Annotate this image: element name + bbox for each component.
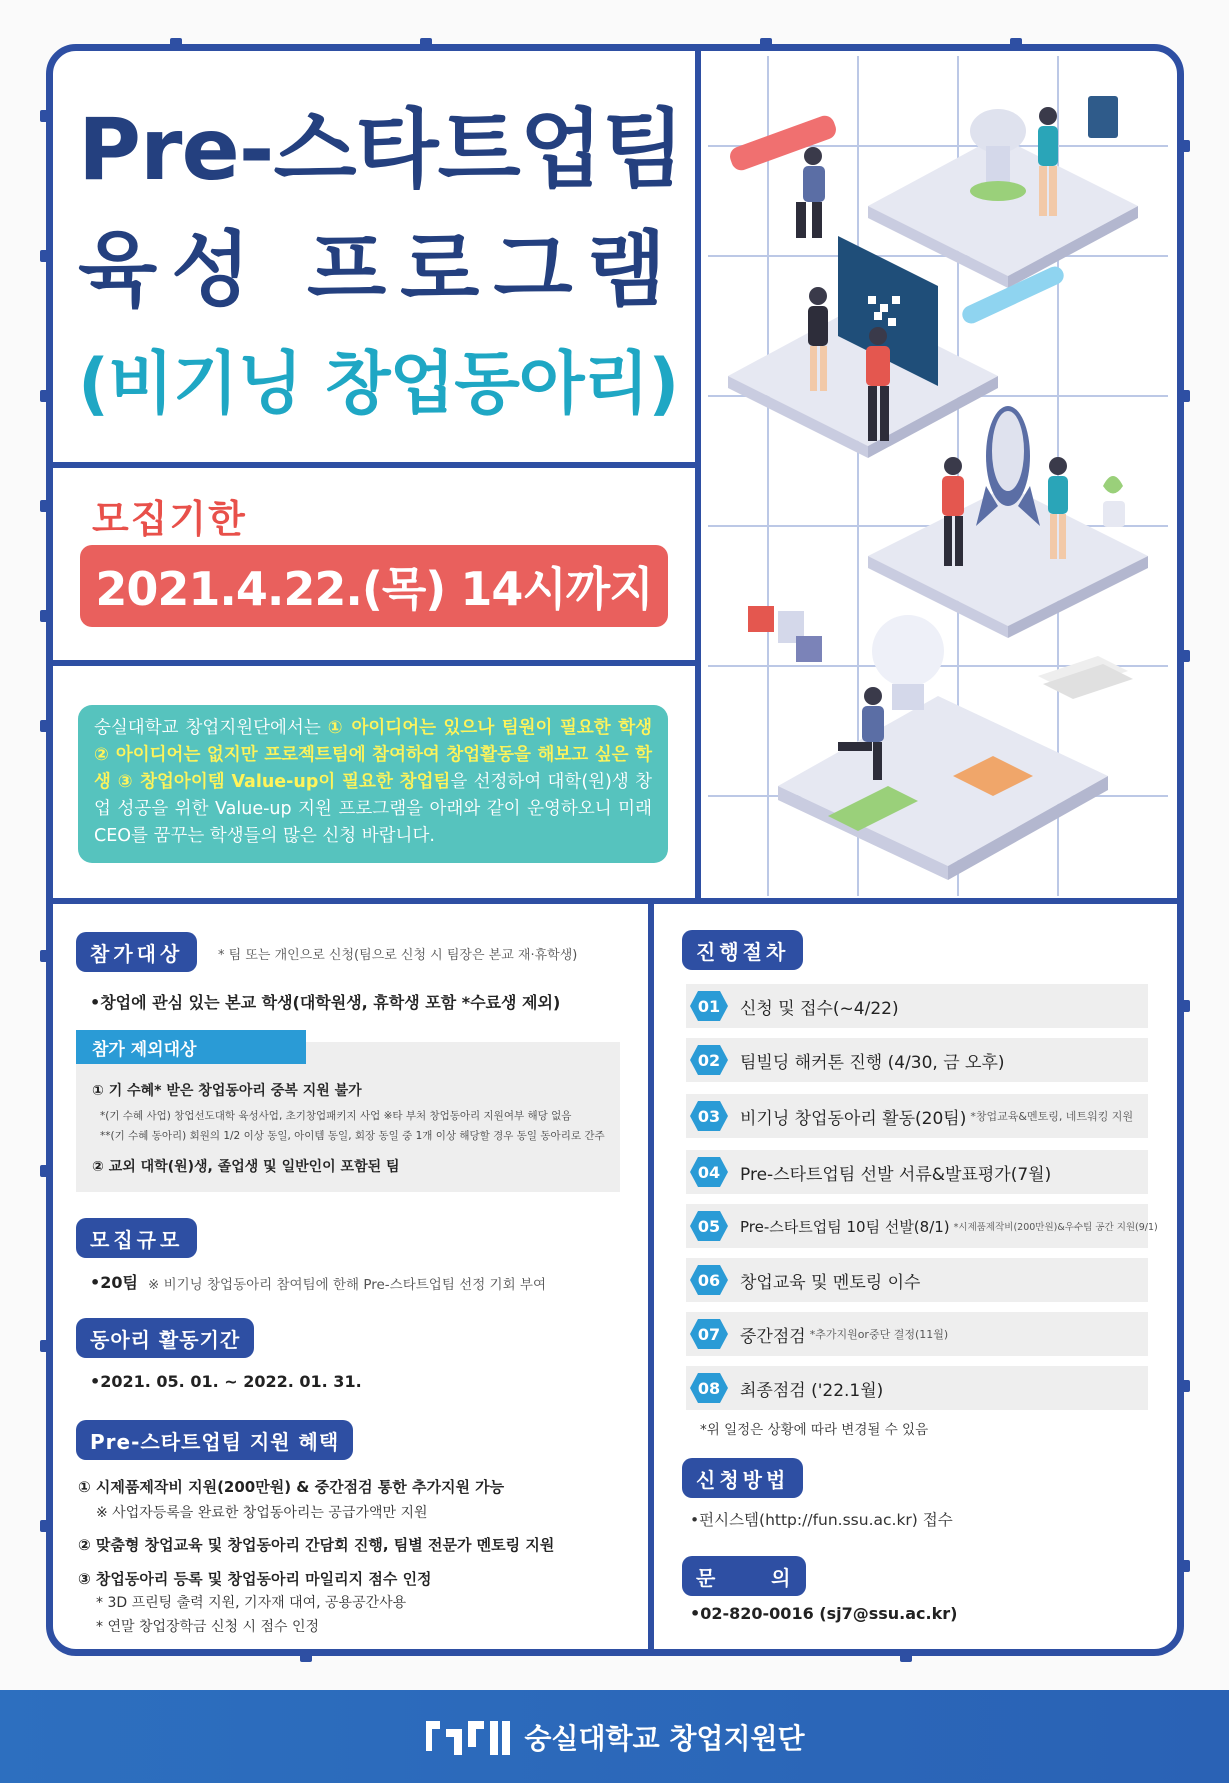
eligibility-main: •창업에 관심 있는 본교 학생(대학원생, 휴학생 포함 *수료생 제외) — [90, 993, 561, 1012]
step-number-badge: 08 — [690, 1373, 728, 1403]
frame-peg — [40, 950, 52, 962]
procedure-step — [686, 1038, 1148, 1082]
step-label: 팀빌딩 해커톤 진행 (4/30, 금 오후) — [740, 1052, 1005, 1073]
step-sub: *창업교육&멘토링, 네트워킹 지원 — [970, 1110, 1134, 1123]
exclusion-item-1-note-2: **(기 수혜 동아리) 회원의 1/2 이상 동일, 아이템 동일, 회장 동일 중 1개 이상 해당할 경우 동일 동아리로 간주 — [100, 1130, 605, 1142]
lightbulb — [872, 615, 944, 687]
title-line-3: (비기닝 창업동아리) — [78, 345, 679, 424]
step-number-badge: 06 — [690, 1265, 728, 1295]
exclusion-item-2: ② 교외 대학(원)생, 졸업생 및 일반인이 포함된 팀 — [92, 1159, 400, 1175]
step-label: Pre-스타트업팀 선발 서류&발표평가(7월) — [740, 1164, 1052, 1185]
procedure-step — [686, 1366, 1148, 1410]
benefit-3: ③ 창업동아리 등록 및 창업동아리 마일리지 점수 인정 — [78, 1570, 432, 1588]
step-label: 중간점검 — [740, 1326, 806, 1347]
contact-heading: 문 의 — [682, 1556, 806, 1596]
frame-peg — [760, 38, 772, 50]
frame-peg — [40, 720, 52, 732]
step-label: Pre-스타트업팀 10팀 선발(8/1) — [740, 1217, 950, 1236]
frame-peg — [40, 500, 52, 512]
frame-peg — [40, 1340, 52, 1352]
intro-text: 을 선정하여 대학(원)생 창업 성공을 위한 Value-up 지원 프로그램을 아래와 같이 운영하오니 미래 CEO를 꿈꾸는 학생들의 많은 신청 바랍니다. — [94, 772, 652, 846]
step-label: 비기닝 창업동아리 활동(20팀) — [740, 1108, 967, 1129]
frame-peg — [300, 1650, 312, 1662]
frame-peg — [1178, 1000, 1190, 1012]
cube-decoration — [748, 606, 774, 632]
benefits-heading: Pre-스타트업팀 지원 혜택 — [76, 1420, 353, 1460]
footer-bar — [0, 1690, 1229, 1783]
frame-peg — [40, 1165, 52, 1177]
isometric-illustration — [708, 56, 1168, 896]
apply-heading: 신청방법 — [682, 1458, 803, 1498]
exclusion-heading: 참가 제외대상 — [76, 1030, 306, 1064]
frame-peg — [40, 1520, 52, 1532]
marker-decoration — [727, 113, 839, 173]
divider — [695, 50, 701, 902]
benefit-3-note-1: * 3D 프린팅 출력 지원, 기자재 대여, 공용공간사용 — [96, 1595, 407, 1611]
benefit-2: ② 맞춤형 창업교육 및 창업동아리 간담회 진행, 팀별 전문가 멘토링 지원 — [78, 1536, 555, 1554]
frame-peg — [40, 390, 52, 402]
scale-value: •20팀 — [90, 1273, 138, 1292]
step-number-badge: 01 — [690, 991, 728, 1021]
footer-org: 숭실대학교 창업지원단 — [524, 1721, 805, 1755]
contact-value: •02-820-0016 (sj7@ssu.ac.kr) — [690, 1604, 958, 1623]
frame-peg — [40, 610, 52, 622]
title-line-1: Pre-스타트업팀 — [78, 100, 684, 200]
exclusion-item-1: ① 기 수혜* 받은 창업동아리 중복 지원 불가 — [92, 1083, 362, 1099]
procedure-step — [686, 1150, 1148, 1194]
scale-note: ※ 비기닝 창업동아리 참여팀에 한해 Pre-스타트업팀 선정 기회 부여 — [148, 1277, 547, 1293]
frame-peg — [1178, 140, 1190, 152]
eligibility-heading: 참가대상 — [76, 932, 197, 972]
step-number-badge: 03 — [690, 1101, 728, 1131]
period-heading: 동아리 활동기간 — [76, 1318, 254, 1358]
intro-text: 숭실대학교 창업지원단에서는 — [94, 718, 328, 738]
procedure-step — [686, 1204, 1158, 1248]
intro-box — [78, 705, 668, 863]
deadline-label: 모집기한 — [92, 497, 247, 541]
step-label: 창업교육 및 멘토링 이수 — [740, 1272, 921, 1293]
benefit-1-note: ※ 사업자등록을 완료한 창업동아리는 공급가액만 지원 — [96, 1505, 428, 1521]
frame-peg — [1178, 390, 1190, 402]
exclusion-item-1-note-1: *(기 수혜 사업) 창업선도대학 육성사업, 초기창업패키지 사업 ※타 부처 창업동아리 지원여부 해당 없음 — [100, 1110, 572, 1122]
frame-peg — [1178, 650, 1190, 662]
step-label: 최종점검 ('22.1월) — [740, 1380, 884, 1401]
frame-peg — [1178, 1380, 1190, 1392]
procedure-step — [686, 1258, 1148, 1302]
step-label: 신청 및 접수(~4/22) — [740, 998, 899, 1019]
scale-heading: 모집규모 — [76, 1218, 197, 1258]
deadline-value: 2021.4.22.(목) 14시까지 — [80, 545, 668, 627]
ssu-logo-icon — [424, 1717, 514, 1757]
period-value: •2021. 05. 01. ~ 2022. 01. 31. — [90, 1372, 362, 1391]
step-number-badge: 02 — [690, 1045, 728, 1075]
frame-peg — [40, 250, 52, 262]
procedure-step — [686, 1312, 1148, 1356]
procedure-step — [686, 1094, 1148, 1138]
divider — [52, 898, 1178, 904]
apply-value: •펀시스템(http://fun.ssu.ac.kr) 접수 — [690, 1511, 953, 1529]
benefit-3-note-2: * 연말 창업장학금 신청 시 점수 인정 — [96, 1619, 320, 1635]
frame-peg — [40, 110, 52, 122]
divider — [52, 462, 700, 468]
frame-peg — [170, 38, 182, 50]
step-number-badge: 04 — [690, 1157, 728, 1187]
divider — [648, 898, 654, 1650]
frame-peg — [1010, 38, 1022, 50]
procedure-step — [686, 984, 1148, 1028]
intro-highlight: ① 아이디어는 있으나 팀원이 필요한 학생 ② 아이디어는 없지만 프로젝트팀에 참여하여 창업활동을 해보고 싶은 학생 ③ 창업아이템 Value-up이 필요한 창업팀 — [94, 718, 653, 792]
step-number-badge: 07 — [690, 1319, 728, 1349]
frame-peg — [1178, 1560, 1190, 1572]
frame-peg — [900, 1650, 912, 1662]
title-line-2: 육성 프로그램 — [78, 223, 680, 318]
step-sub: *추가지원or중단 결정(11월) — [809, 1328, 949, 1341]
step-sub: *시제품제작비(200만원)&우수팀 공간 지원(9/1) — [953, 1222, 1158, 1233]
procedure-heading: 진행절차 — [682, 930, 803, 970]
procedure-footnote: *위 일정은 상황에 따라 변경될 수 있음 — [700, 1422, 929, 1438]
divider — [52, 660, 700, 666]
eligibility-note: * 팀 또는 개인으로 신청(팀으로 신청 시 팀장은 본교 재·휴학생) — [218, 948, 578, 963]
frame-peg — [420, 38, 432, 50]
benefit-1: ① 시제품제작비 지원(200만원) & 중간점검 통한 추가지원 가능 — [78, 1478, 505, 1496]
step-number-badge: 05 — [690, 1211, 728, 1241]
